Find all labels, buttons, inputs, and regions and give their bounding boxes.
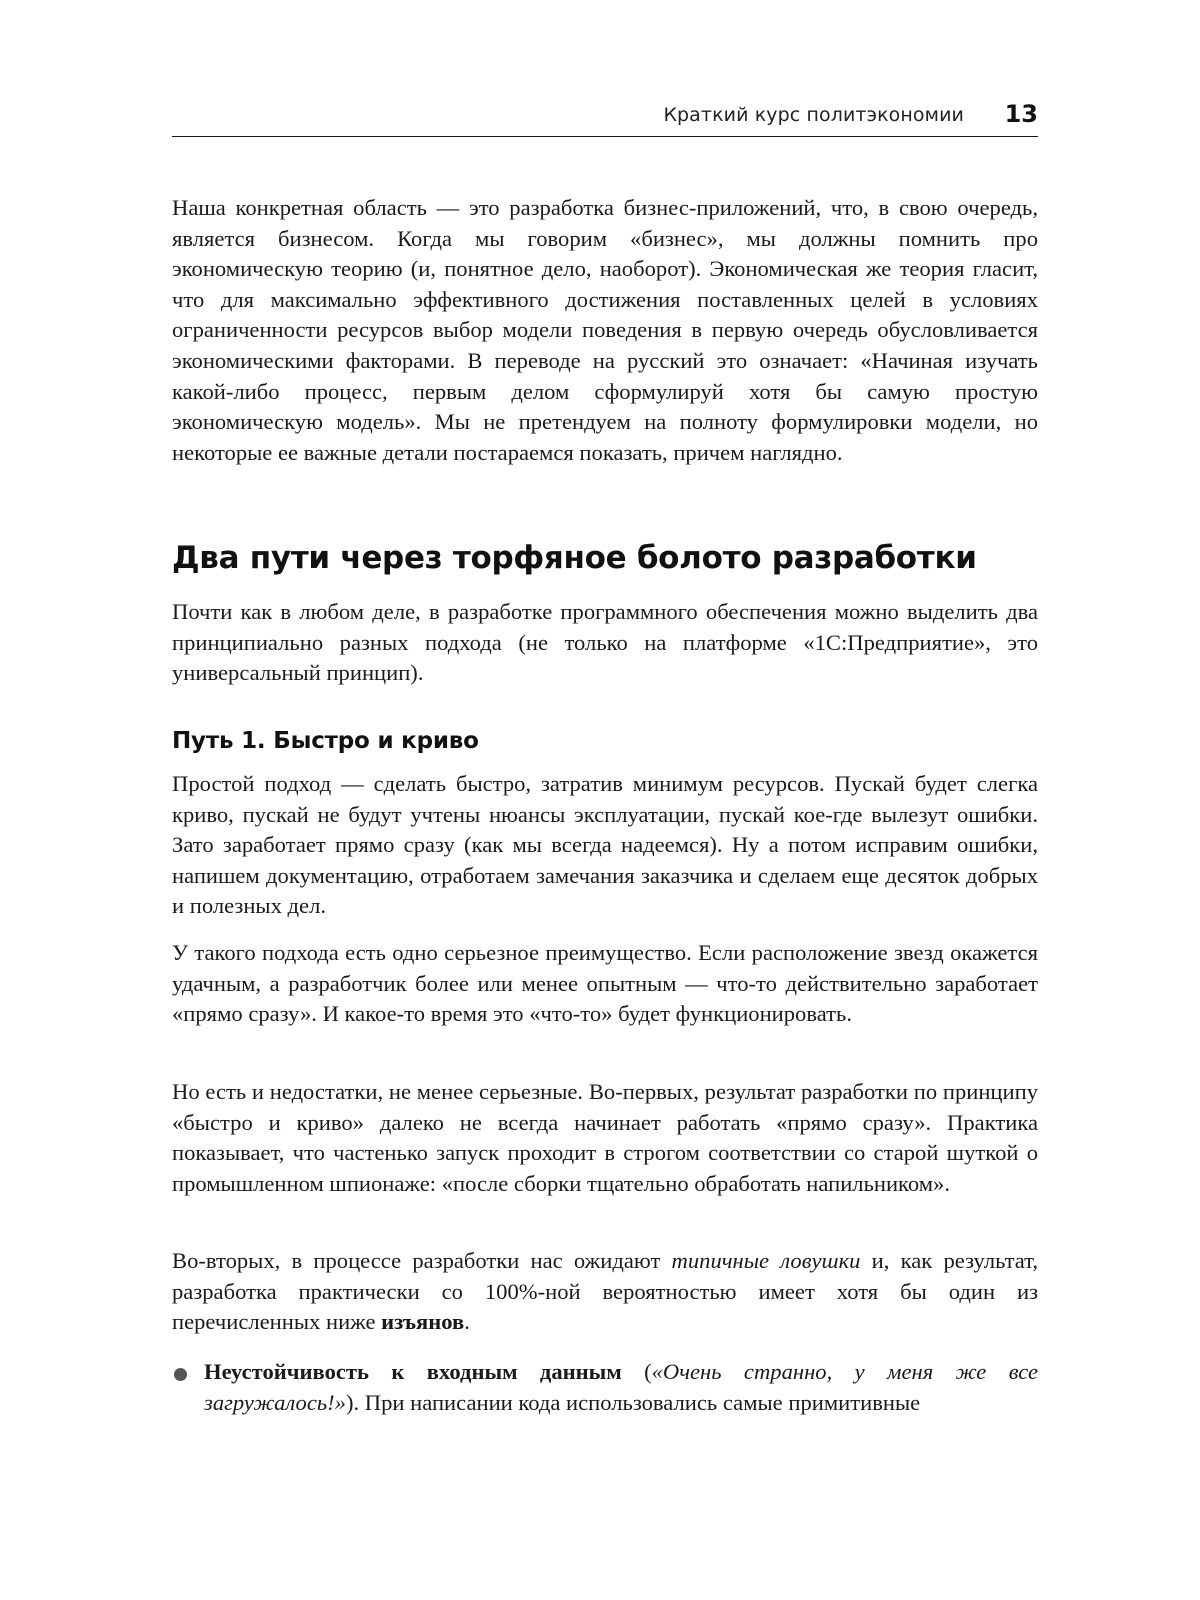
italic-term: типичные ловушки	[671, 1248, 861, 1273]
body-paragraph-2: У такого подхода есть одно серьезное преимущество. Если расположение звезд окажется удачным, а разработчик более или менее опытным — что-то действительно заработает «прямо сразу». И какое-то время это «что-то» будет функционировать.	[172, 940, 1038, 1027]
running-title: Краткий курс политэкономии	[663, 104, 964, 126]
body-paragraph-4: Во-вторых, в процессе разработки нас ожидают типичные ловушки и, как результат, разработка практически со 100%-ной вероятностью имеет хотя бы один из перечисленных ниже изъянов.	[172, 1248, 1038, 1335]
body-paragraph-1: Простой подход — сделать быстро, затратив минимум ресурсов. Пускай будет слегка криво, пускай не будут учтены нюансы эксплуатации, пускай кое-где вылезут ошибки. Зато заработает прямо сразу (как мы всегда надеемся). Ну а потом исправим ошибки, напишем документацию, отработаем замечания заказчика и сделаем еще десяток добрых и полезных дел.	[172, 771, 1038, 919]
bold-term: изъянов	[381, 1309, 465, 1335]
subsection-heading: Путь 1. Быстро и криво	[172, 728, 479, 754]
page-number: 13	[1004, 100, 1038, 128]
section-paragraph: Почти как в любом деле, в разработке программного обеспечения можно выделить два принципиально разных подхода (не только на платформе «1С:Предприятие», это универсальный принцип).	[172, 599, 1038, 686]
running-header	[172, 96, 1038, 137]
list-item-text: Неустойчивость к входным данным («Очень странно, у меня же все загружалось!»). При написании кода использовались самые примитивные	[204, 1359, 1038, 1415]
body-paragraph-3: Но есть и недостатки, не менее серьезные. Во-первых, результат разработки по принципу «быстро и криво» далеко не всегда начинает работать «прямо сразу». Практика показывает, что частенько запуск проходит в строгом соответствии со старой шуткой о промышленном шпионаже: «после сборки тщательно обработать напильником».	[172, 1079, 1038, 1196]
bullet-italic-quote: «Очень странно, у меня же все загружалось!»	[204, 1359, 1038, 1415]
bullet-icon	[174, 1368, 187, 1381]
bullet-bold-term: Неустойчивость к входным данным	[204, 1359, 622, 1384]
intro-paragraph: Наша конкретная область — это разработка бизнес-приложений, что, в свою очередь, является бизнесом. Когда мы говорим «бизнес», мы должны помнить про экономическую теорию (и, понятное дело, наоборот). Экономическая же теория гласит, что для максимально эффективного достижения поставленных целей в условиях ограниченности ресурсов выбор модели поведения в первую очередь обусловливается экономическими факторами. В переводе на русский это означает: «Начиная изучать какой-либо процесс, первым делом сформулируй хотя бы самую простую экономическую модель». Мы не претендуем на полноту формулировки модели, но некоторые ее важные детали постараемся показать, причем наглядно.	[172, 195, 1038, 465]
section-heading: Два пути через торфяное болото разработки	[172, 540, 977, 576]
